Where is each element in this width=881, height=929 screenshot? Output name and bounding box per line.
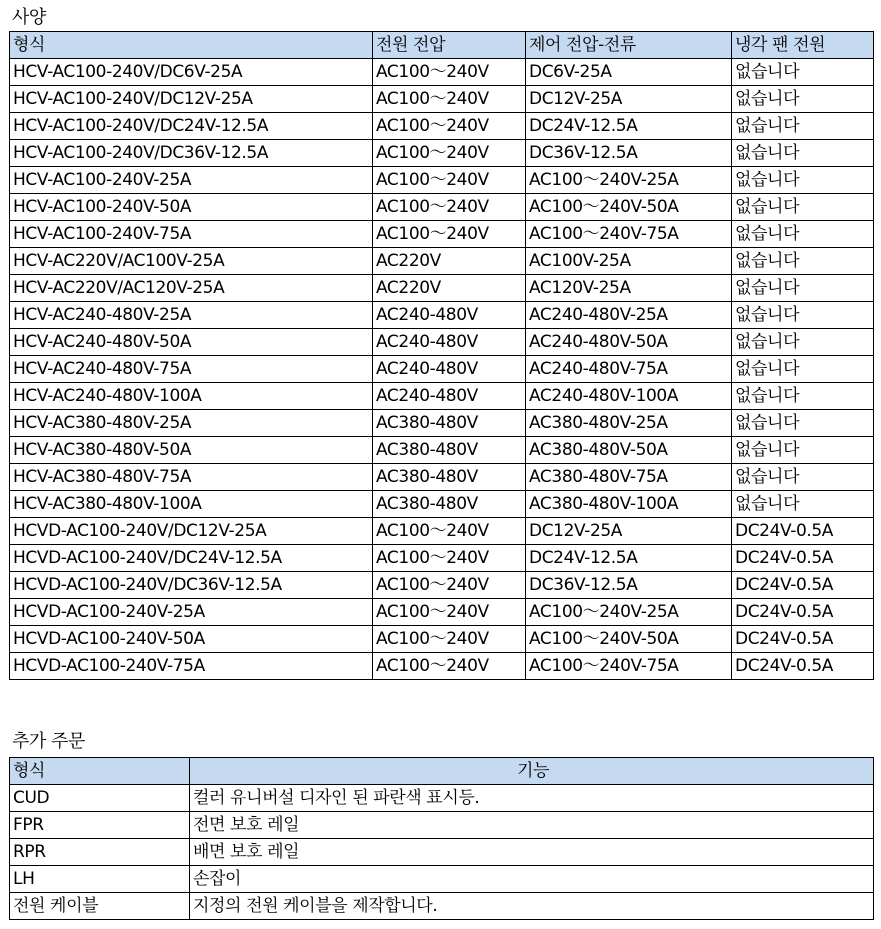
spec-cell-control-voltage-current: AC100V-25A (526, 248, 732, 275)
spec-cell-power-voltage: AC100～240V (373, 599, 526, 626)
spec-header-power-voltage: 전원 전압 (373, 32, 526, 59)
spec-cell-fan-power: 없습니다 (732, 194, 874, 221)
spec-cell-power-voltage: AC380-480V (373, 410, 526, 437)
options-header-model: 형식 (10, 758, 190, 785)
spec-cell-model: HCV-AC240-480V-50A (10, 329, 373, 356)
spec-cell-control-voltage-current: DC24V-12.5A (526, 113, 732, 140)
spec-cell-fan-power: 없습니다 (732, 86, 874, 113)
spec-cell-power-voltage: AC100～240V (373, 221, 526, 248)
spec-cell-fan-power: 없습니다 (732, 167, 874, 194)
spec-cell-model: HCV-AC220V/AC100V-25A (10, 248, 373, 275)
options-table-row (10, 812, 874, 839)
spec-cell-fan-power: 없습니다 (732, 113, 874, 140)
spec-cell-model: HCVD-AC100-240V/DC12V-25A (10, 518, 373, 545)
spec-cell-fan-power: DC24V-0.5A (732, 626, 874, 653)
spec-cell-power-voltage: AC380-480V (373, 491, 526, 518)
spec-table-row (10, 437, 874, 464)
options-cell-function: 배면 보호 레일 (190, 839, 874, 866)
spec-cell-model: HCV-AC380-480V-50A (10, 437, 373, 464)
spec-cell-power-voltage: AC220V (373, 275, 526, 302)
spec-cell-fan-power: DC24V-0.5A (732, 545, 874, 572)
spec-header-model: 형식 (10, 32, 373, 59)
spec-cell-control-voltage-current: DC24V-12.5A (526, 545, 732, 572)
spec-cell-power-voltage: AC100～240V (373, 194, 526, 221)
spec-table-row (10, 464, 874, 491)
spec-cell-control-voltage-current: AC380-480V-100A (526, 491, 732, 518)
options-cell-function: 손잡이 (190, 866, 874, 893)
spec-cell-control-voltage-current: AC380-480V-25A (526, 410, 732, 437)
spec-table-row (10, 59, 874, 86)
options-section-title: 추가 주문 (12, 731, 85, 752)
options-cell-model: 전원 케이블 (10, 893, 190, 920)
spec-table (9, 31, 874, 680)
spec-cell-fan-power: 없습니다 (732, 464, 874, 491)
spec-cell-model: HCV-AC100-240V/DC24V-12.5A (10, 113, 373, 140)
spec-cell-power-voltage: AC240-480V (373, 302, 526, 329)
options-cell-function: 컬러 유니버설 디자인 된 파란색 표시등. (190, 785, 874, 812)
spec-cell-control-voltage-current: AC380-480V-75A (526, 464, 732, 491)
spec-cell-control-voltage-current: DC6V-25A (526, 59, 732, 86)
spec-header-control-voltage-current: 제어 전압-전류 (526, 32, 732, 59)
spec-cell-fan-power: 없습니다 (732, 437, 874, 464)
options-cell-model: LH (10, 866, 190, 893)
spec-cell-fan-power: 없습니다 (732, 491, 874, 518)
spec-cell-power-voltage: AC100～240V (373, 626, 526, 653)
spec-cell-model: HCV-AC100-240V-50A (10, 194, 373, 221)
spec-cell-model: HCV-AC100-240V-25A (10, 167, 373, 194)
spec-cell-fan-power: 없습니다 (732, 329, 874, 356)
spec-cell-model: HCV-AC240-480V-100A (10, 383, 373, 410)
spec-table-row (10, 491, 874, 518)
spec-cell-model: HCV-AC240-480V-25A (10, 302, 373, 329)
spec-cell-model: HCVD-AC100-240V/DC36V-12.5A (10, 572, 373, 599)
spec-cell-power-voltage: AC100～240V (373, 545, 526, 572)
spec-table-row (10, 113, 874, 140)
spec-cell-control-voltage-current: AC100～240V-75A (526, 653, 732, 680)
spec-cell-model: HCVD-AC100-240V/DC24V-12.5A (10, 545, 373, 572)
options-cell-function: 지정의 전원 케이블을 제작합니다. (190, 893, 874, 920)
spec-cell-control-voltage-current: AC100～240V-75A (526, 221, 732, 248)
spec-cell-fan-power: 없습니다 (732, 248, 874, 275)
spec-table-row (10, 140, 874, 167)
spec-cell-fan-power: DC24V-0.5A (732, 518, 874, 545)
options-header-row (10, 758, 874, 785)
spec-cell-control-voltage-current: DC12V-25A (526, 86, 732, 113)
spec-cell-model: HCV-AC220V/AC120V-25A (10, 275, 373, 302)
spec-cell-fan-power: 없습니다 (732, 140, 874, 167)
spec-cell-model: HCV-AC100-240V/DC12V-25A (10, 86, 373, 113)
spec-table-row (10, 383, 874, 410)
spec-header-fan-power: 냉각 팬 전원 (732, 32, 874, 59)
spec-table-row (10, 329, 874, 356)
spec-table-row (10, 302, 874, 329)
spec-table-row (10, 356, 874, 383)
spec-cell-fan-power: 없습니다 (732, 275, 874, 302)
spec-header-row (10, 32, 874, 59)
spec-table-row (10, 221, 874, 248)
spec-cell-control-voltage-current: AC240-480V-100A (526, 383, 732, 410)
spec-cell-model: HCVD-AC100-240V-25A (10, 599, 373, 626)
spec-cell-power-voltage: AC240-480V (373, 329, 526, 356)
options-cell-function: 전면 보호 레일 (190, 812, 874, 839)
spec-cell-control-voltage-current: DC12V-25A (526, 518, 732, 545)
spec-cell-power-voltage: AC100～240V (373, 59, 526, 86)
spec-table-row (10, 194, 874, 221)
spec-cell-fan-power: DC24V-0.5A (732, 599, 874, 626)
spec-table-row (10, 410, 874, 437)
spec-table-row (10, 248, 874, 275)
spec-table-row (10, 86, 874, 113)
spec-cell-model: HCV-AC100-240V/DC6V-25A (10, 59, 373, 86)
spec-cell-power-voltage: AC100～240V (373, 572, 526, 599)
spec-table-row (10, 626, 874, 653)
spec-cell-control-voltage-current: AC120V-25A (526, 275, 732, 302)
spec-cell-model: HCV-AC100-240V-75A (10, 221, 373, 248)
spec-cell-fan-power: DC24V-0.5A (732, 572, 874, 599)
spec-table-row (10, 572, 874, 599)
spec-cell-model: HCVD-AC100-240V-75A (10, 653, 373, 680)
spec-cell-power-voltage: AC100～240V (373, 167, 526, 194)
spec-cell-power-voltage: AC380-480V (373, 464, 526, 491)
spec-cell-power-voltage: AC380-480V (373, 437, 526, 464)
options-table-row (10, 839, 874, 866)
spec-cell-fan-power: 없습니다 (732, 59, 874, 86)
options-table-row (10, 893, 874, 920)
spec-table-row (10, 518, 874, 545)
spec-cell-fan-power: 없습니다 (732, 383, 874, 410)
spec-cell-power-voltage: AC220V (373, 248, 526, 275)
spec-cell-control-voltage-current: AC100～240V-50A (526, 194, 732, 221)
spec-cell-model: HCV-AC380-480V-100A (10, 491, 373, 518)
spec-cell-control-voltage-current: AC100～240V-25A (526, 167, 732, 194)
options-header-function: 기능 (190, 758, 874, 785)
options-cell-model: FPR (10, 812, 190, 839)
spec-cell-power-voltage: AC240-480V (373, 356, 526, 383)
spec-cell-model: HCVD-AC100-240V-50A (10, 626, 373, 653)
spec-cell-control-voltage-current: AC240-480V-25A (526, 302, 732, 329)
options-table (9, 757, 874, 920)
spec-cell-control-voltage-current: DC36V-12.5A (526, 140, 732, 167)
spec-cell-control-voltage-current: AC100～240V-50A (526, 626, 732, 653)
spec-cell-power-voltage: AC240-480V (373, 383, 526, 410)
spec-cell-fan-power: 없습니다 (732, 356, 874, 383)
spec-cell-fan-power: 없습니다 (732, 302, 874, 329)
spec-section-title: 사양 (12, 7, 46, 28)
spec-cell-control-voltage-current: AC240-480V-75A (526, 356, 732, 383)
spec-cell-control-voltage-current: AC100～240V-25A (526, 599, 732, 626)
spec-cell-power-voltage: AC100～240V (373, 113, 526, 140)
spec-cell-model: HCV-AC380-480V-75A (10, 464, 373, 491)
spec-table-row (10, 545, 874, 572)
spec-cell-model: HCV-AC380-480V-25A (10, 410, 373, 437)
spec-cell-power-voltage: AC100～240V (373, 653, 526, 680)
spec-cell-model: HCV-AC240-480V-75A (10, 356, 373, 383)
options-cell-model: RPR (10, 839, 190, 866)
spec-cell-power-voltage: AC100～240V (373, 518, 526, 545)
spec-cell-fan-power: 없습니다 (732, 410, 874, 437)
spec-cell-fan-power: 없습니다 (732, 221, 874, 248)
spec-cell-power-voltage: AC100～240V (373, 140, 526, 167)
spec-table-row (10, 653, 874, 680)
options-table-row (10, 785, 874, 812)
spec-cell-model: HCV-AC100-240V/DC36V-12.5A (10, 140, 373, 167)
spec-cell-control-voltage-current: DC36V-12.5A (526, 572, 732, 599)
options-table-row (10, 866, 874, 893)
spec-cell-control-voltage-current: AC380-480V-50A (526, 437, 732, 464)
spec-table-row (10, 167, 874, 194)
spec-table-row (10, 599, 874, 626)
spec-table-row (10, 275, 874, 302)
spec-cell-fan-power: DC24V-0.5A (732, 653, 874, 680)
options-cell-model: CUD (10, 785, 190, 812)
spec-cell-control-voltage-current: AC240-480V-50A (526, 329, 732, 356)
spec-cell-power-voltage: AC100～240V (373, 86, 526, 113)
